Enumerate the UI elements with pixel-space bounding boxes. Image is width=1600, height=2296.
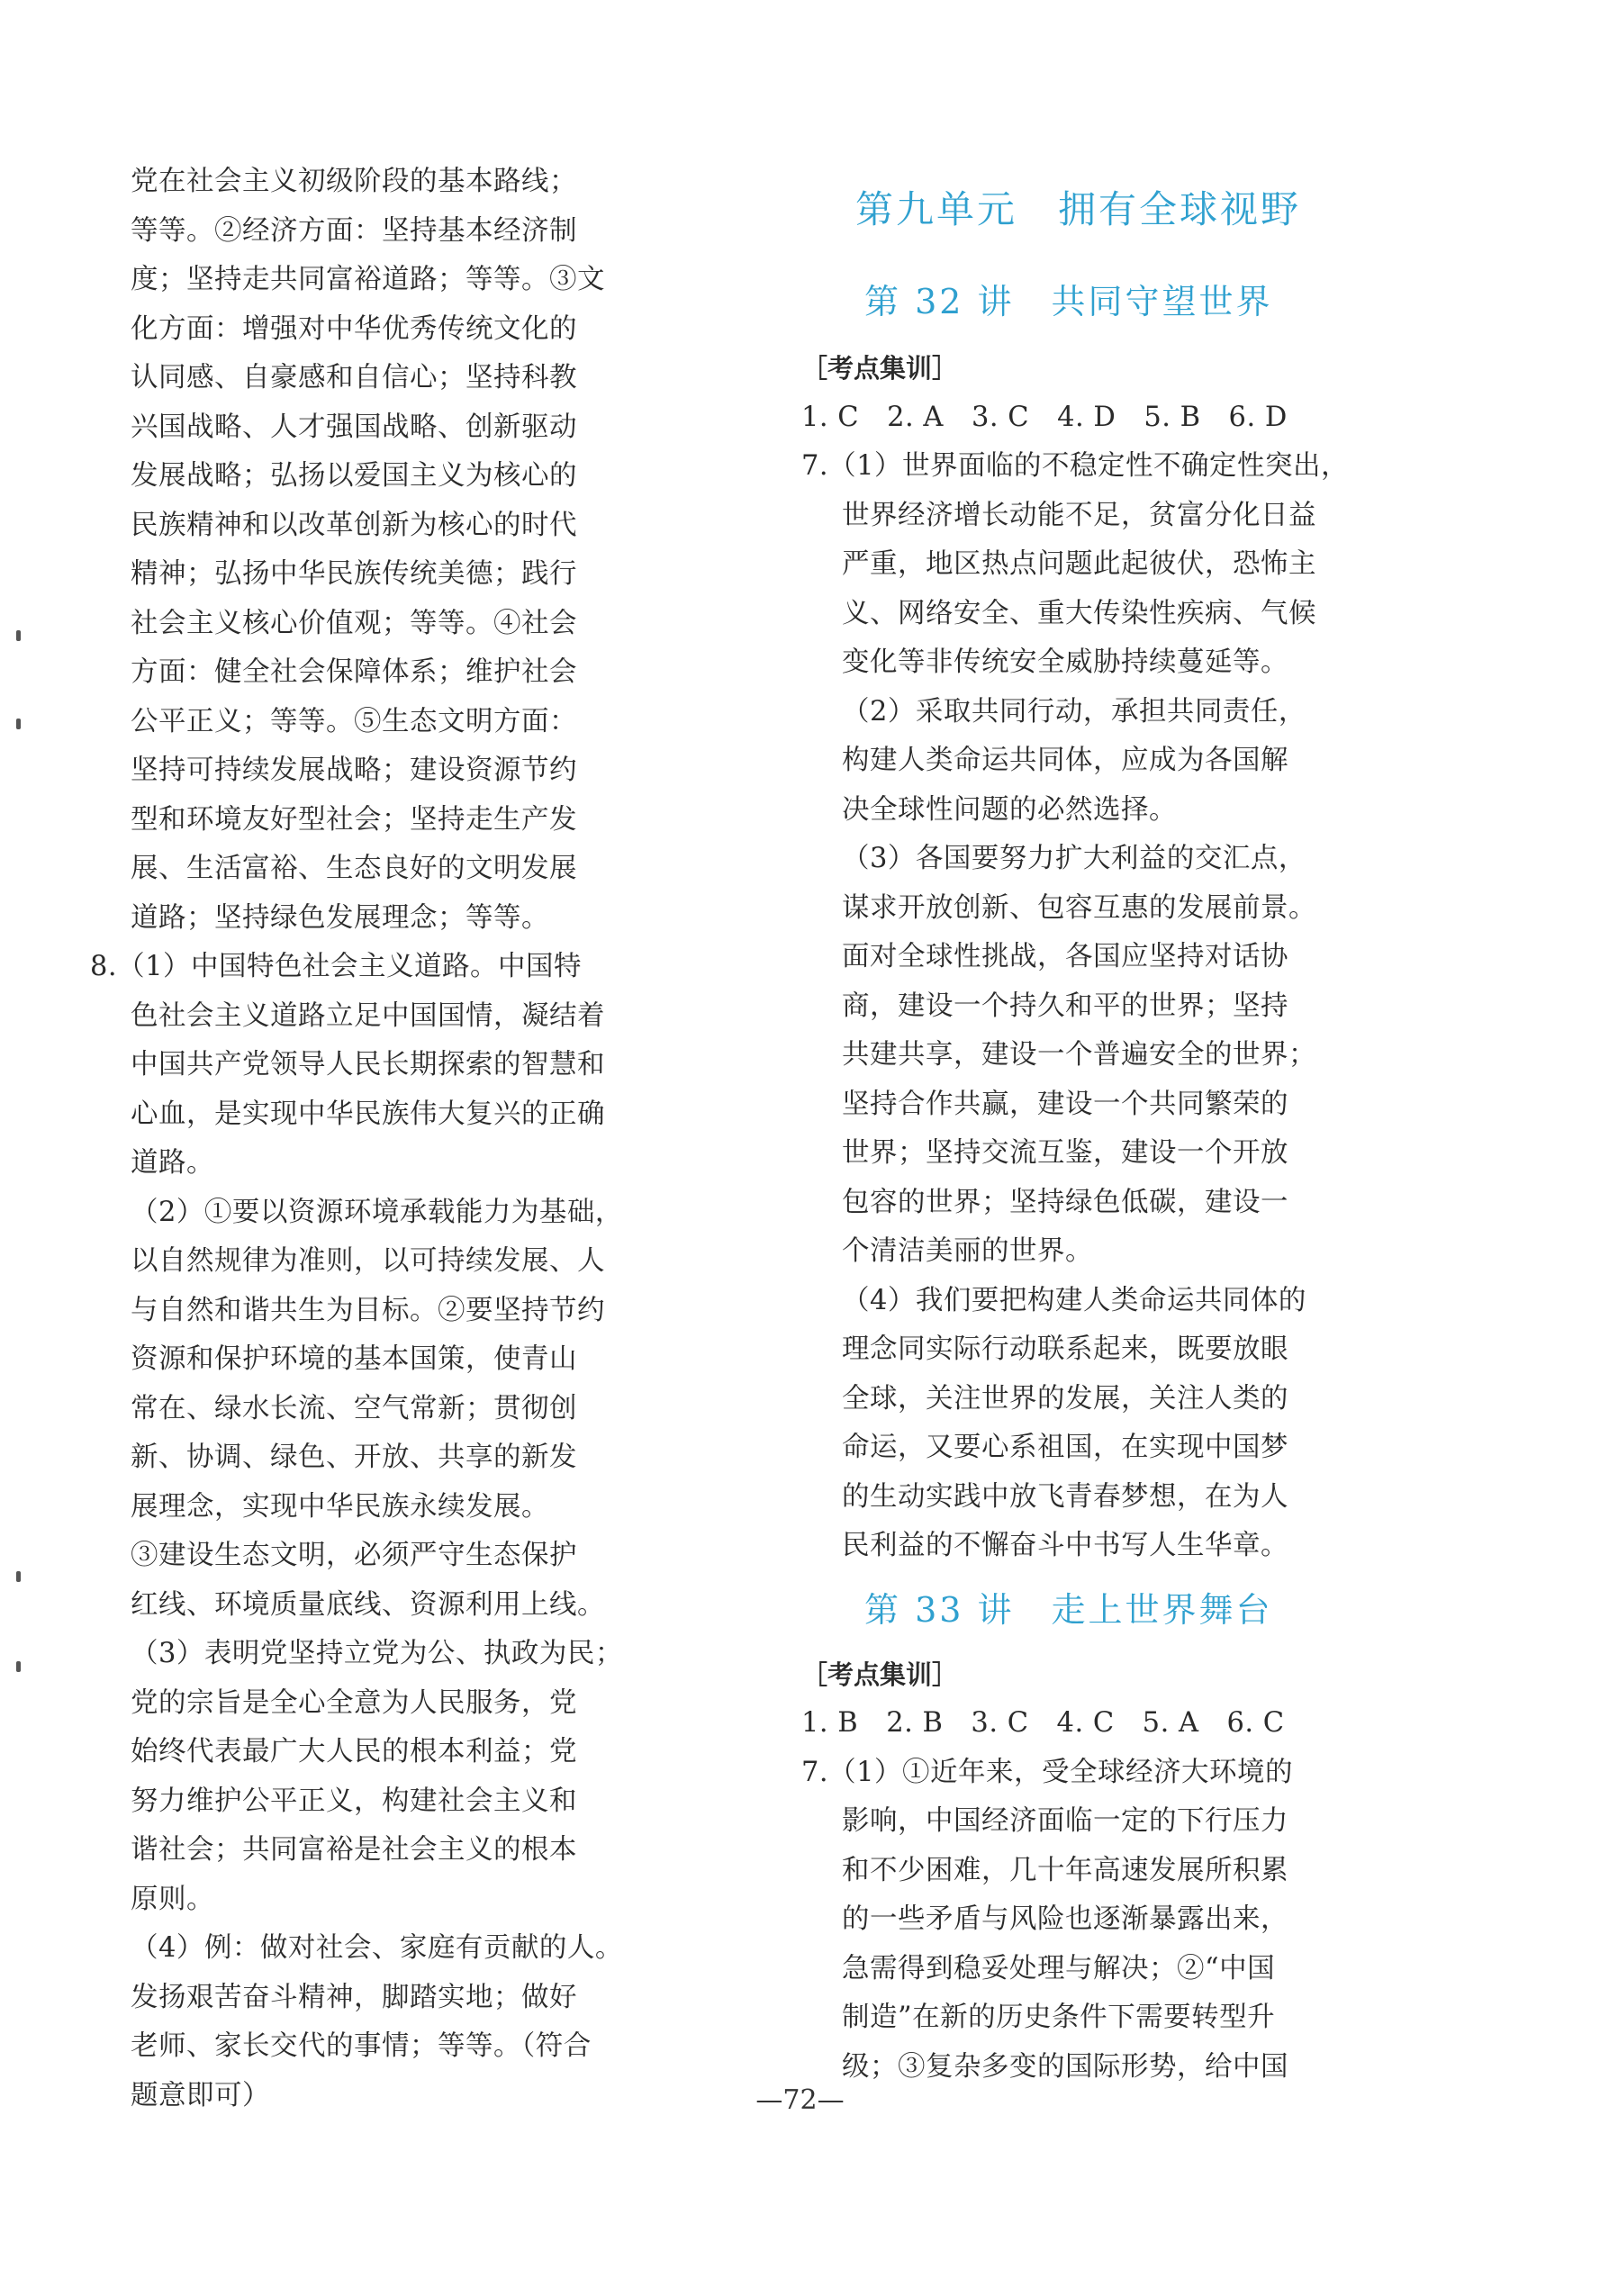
text-line: 中国共产党领导人民长期探索的智慧和 [131, 1049, 605, 1080]
text-line: 新、协调、绿色、开放、共享的新发 [131, 1442, 577, 1473]
text-line: 精神；弘扬中华民族传统美德；践行 [131, 558, 577, 590]
text-line: 谐社会；共同富裕是社会主义的根本 [131, 1834, 577, 1866]
text-line: 原则。 [131, 1883, 214, 1915]
text-line: （4）例：做对社会、家庭有贡献的人。 [131, 1932, 623, 1964]
text-line: 型和环境友好型社会；坚持走生产发 [131, 803, 577, 836]
page-number: —72— [755, 2084, 845, 2116]
unit-title: 第九单元 拥有全球视野 [855, 187, 1302, 231]
scan-mark [16, 630, 21, 641]
lesson-33-body [801, 1749, 1360, 2093]
text-line: 的生动实践中放飞青春梦想，在为人 [842, 1480, 1288, 1513]
text-line: （4）我们要把构建人类命运共同体的 [842, 1284, 1306, 1316]
text-line: 全球，关注世界的发展，关注人类的 [842, 1382, 1288, 1415]
text-line: ③建设生态文明，必须严守生态保护 [131, 1540, 577, 1571]
text-line: 构建人类命运共同体，应成为各国解 [842, 745, 1288, 776]
text-line: 变化等非传统安全威胁持续蔓延等。 [842, 646, 1288, 678]
text-line: 个清洁美丽的世界。 [842, 1235, 1093, 1267]
text-line: 兴国战略、人才强国战略、创新驱动 [131, 411, 577, 443]
text-line: 努力维护公平正义，构建社会主义和 [131, 1785, 577, 1817]
text-line: 8.（1）中国特色社会主义道路。中国特 [90, 951, 583, 982]
text-line: 共建共享，建设一个普遍安全的世界； [842, 1039, 1316, 1071]
text-line: 商，建设一个持久和平的世界；坚持 [842, 990, 1288, 1022]
text-line: 决全球性问题的必然选择。 [842, 793, 1177, 826]
text-line: 展理念，实现中华民族永续发展。 [131, 1490, 549, 1523]
text-line: 等等。②经济方面：坚持基本经济制 [131, 214, 577, 247]
text-line: 和不少困难，几十年高速发展所积累 [842, 1854, 1288, 1886]
text-line: 社会主义核心价值观；等等。④社会 [131, 607, 577, 639]
text-line: 影响，中国经济面临一定的下行压力 [842, 1805, 1288, 1837]
text-line: 道路；坚持绿色发展理念；等等。 [131, 901, 549, 934]
text-line: 世界；坚持交流互鉴，建设一个开放 [842, 1137, 1288, 1169]
text-line: 7.（1）①近年来，受全球经济大环境的 [801, 1756, 1294, 1788]
text-line: 常在、绿水长流、空气常新；贯彻创 [131, 1392, 577, 1424]
lesson-32-answers: 1. C 2. A 3. C 4. D 5. B 6. D [801, 401, 1288, 433]
text-line: 展、生活富裕、生态良好的文明发展 [131, 853, 577, 884]
text-line: 发扬艰苦奋斗精神，脚踏实地；做好 [131, 1981, 577, 2013]
right-column [801, 270, 1360, 2092]
text-line: 严重，地区热点问题此起彼伏，恐怖主 [842, 548, 1316, 580]
text-line: 民利益的不懈奋斗中书写人生华章。 [842, 1530, 1288, 1561]
text-line: （2）采取共同行动，承担共同责任， [842, 695, 1306, 728]
scan-mark [16, 719, 21, 729]
lesson-32-body [801, 442, 1360, 1571]
text-line: 题意即可） [131, 2079, 270, 2111]
text-line: 面对全球性挑战，各国应坚持对话协 [842, 941, 1288, 972]
text-line: 理念同实际行动联系起来，既要放眼 [842, 1333, 1288, 1365]
text-line: 方面：健全社会保障体系；维护社会 [131, 656, 577, 688]
text-line: 与自然和谐共生为目标。②要坚持节约 [131, 1294, 605, 1326]
text-line: 谋求开放创新、包容互惠的发展前景。 [842, 891, 1316, 924]
text-line: 级；③复杂多变的国际形势，给中国 [842, 2050, 1288, 2083]
lesson-33-section-label: ［考点集训］ [801, 1659, 959, 1690]
text-line: 色社会主义道路立足中国国情，凝结着 [131, 999, 605, 1032]
text-line: 心血，是实现中华民族伟大复兴的正确 [131, 1098, 605, 1130]
text-line: （2）①要以资源环境承载能力为基础， [131, 1196, 623, 1228]
text-line: 命运，又要心系祖国，在实现中国梦 [842, 1432, 1288, 1463]
text-line: 公平正义；等等。⑤生态文明方面： [131, 705, 577, 737]
lesson-32-title: 第 32 讲 共同守望世界 [864, 282, 1273, 321]
text-line: 红线、环境质量底线、资源利用上线。 [131, 1588, 605, 1621]
text-line: 老师、家长交代的事情；等等。（符合 [131, 2030, 592, 2062]
scan-mark [16, 1661, 21, 1672]
text-line: 认同感、自豪感和自信心；坚持科教 [131, 362, 577, 393]
text-line: 度；坚持走共同富裕道路；等等。③文 [131, 264, 605, 295]
scan-mark [16, 1571, 21, 1582]
text-line: 世界经济增长动能不足，贫富分化日益 [842, 499, 1316, 531]
text-line: 化方面：增强对中华优秀传统文化的 [131, 312, 577, 345]
text-line: 的一些矛盾与风险也逐渐暴露出来， [842, 1903, 1288, 1935]
text-line: 道路。 [131, 1147, 214, 1179]
text-line: （3）表明党坚持立党为公、执政为民； [131, 1638, 623, 1669]
text-line: （3）各国要努力扩大利益的交汇点， [842, 843, 1306, 874]
text-line: 急需得到稳妥处理与解决；②“中国 [842, 1952, 1276, 1984]
text-line: 以自然规律为准则，以可持续发展、人 [131, 1245, 605, 1277]
text-line: 7.（1）世界面临的不稳定性不确定性突出， [801, 450, 1350, 482]
lesson-33-title: 第 33 讲 走上世界舞台 [864, 1589, 1273, 1630]
text-line: 坚持合作共赢，建设一个共同繁荣的 [842, 1088, 1288, 1120]
text-line: 包容的世界；坚持绿色低碳，建设一 [842, 1186, 1288, 1218]
text-line: 制造”在新的历史条件下需要转型升 [842, 2002, 1276, 2033]
lesson-33-answers: 1. B 2. B 3. C 4. C 5. A 6. C [801, 1707, 1285, 1739]
text-line: 党的宗旨是全心全意为人民服务，党 [131, 1686, 577, 1719]
text-line: 始终代表最广大人民的根本利益；党 [131, 1736, 577, 1767]
text-line: 资源和保护环境的基本国策，使青山 [131, 1343, 577, 1375]
left-column [90, 158, 623, 2120]
lesson-32-section-label: ［考点集训］ [801, 353, 959, 384]
text-line: 坚持可持续发展战略；建设资源节约 [131, 755, 577, 786]
text-line: 党在社会主义初级阶段的基本路线； [131, 166, 577, 197]
text-line: 民族精神和以改革创新为核心的时代 [131, 509, 577, 541]
text-line: 发展战略；弘扬以爱国主义为核心的 [131, 460, 577, 492]
text-line: 义、网络安全、重大传染性疾病、气候 [842, 597, 1316, 629]
